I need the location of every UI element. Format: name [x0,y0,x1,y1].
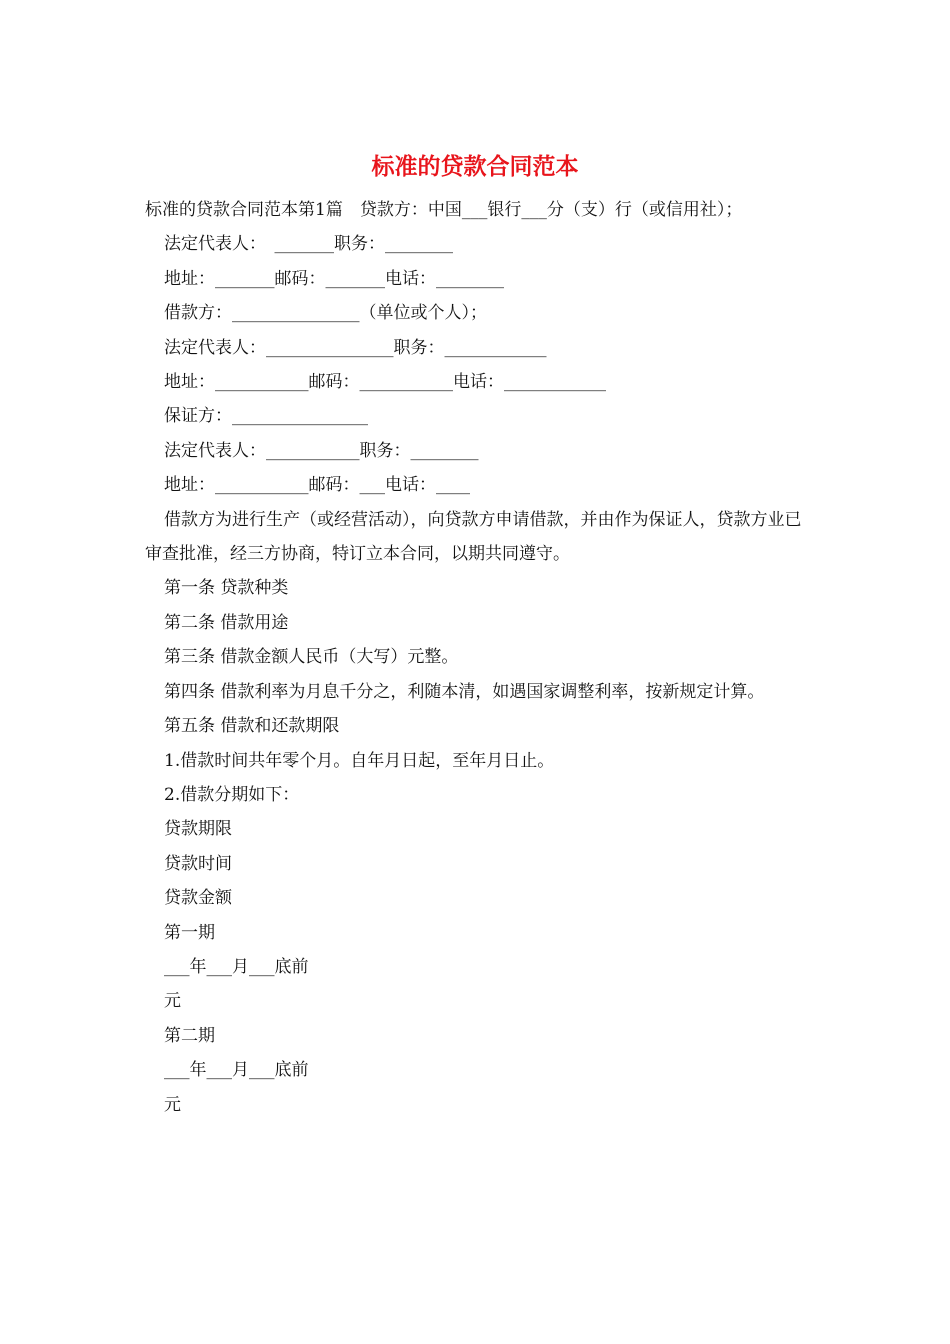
paragraph-guarantor: 保证方：________________ [164,406,368,427]
paragraph-loan-amount: 贷款金额 [164,888,232,909]
paragraph-lender-representative: 法定代表人： _______职务：________ [164,234,453,255]
paragraph-guarantor-representative: 法定代表人：___________职务：________ [164,440,479,461]
paragraph-article-1: 第一条 贷款种类 [164,578,289,599]
document-body [145,193,810,1122]
paragraph-loan-time: 1.借款时间共年零个月。自年月日起，至年月日止。 [164,750,555,771]
paragraph-intro: 标准的贷款合同范本第1篇 贷款方：中国___银行___分（支）行（或信用社）； [145,200,743,220]
paragraph-lender-address: 地址：_______邮码：_______电话：________ [164,268,504,289]
paragraph-period-1-amount: 元 [164,991,181,1012]
paragraph-loan-date: 贷款时间 [164,853,232,874]
paragraph-borrower-address: 地址：___________邮码：___________电话：____________ [164,372,606,393]
document-title: 标准的贷款合同范本 [371,153,579,180]
paragraph-installments: 2.借款分期如下： [164,784,300,805]
paragraph-loan-term: 贷款期限 [164,819,232,840]
paragraph-borrower-representative: 法定代表人：_______________职务：____________ [164,337,547,358]
paragraph-article-5: 第五条 借款和还款期限 [164,716,340,737]
paragraph-period-1: 第一期 [164,922,215,943]
paragraph-borrower: 借款方：_______________（单位或个人）； [164,303,487,324]
paragraph-period-2-amount: 元 [164,1094,181,1115]
paragraph-article-4: 第四条 借款利率为月息千分之，利随本清，如遇国家调整利率，按新规定计算。 [164,681,765,702]
paragraph-period-2: 第二期 [164,1025,215,1046]
paragraph-article-3: 第三条 借款金额人民币（大写）元整。 [164,647,459,668]
paragraph-period-2-date: ___年___月___底前 [164,1060,309,1081]
paragraph-preamble: 借款方为进行生产（或经营活动），向贷款方申请借款，并由作为保证人，贷款方业已审查批准，经三方协商，特订立本合同，以期共同遵守。 [145,509,802,565]
paragraph-article-2: 第二条 借款用途 [164,612,289,633]
paragraph-period-1-date: ___年___月___底前 [164,956,309,977]
paragraph-guarantor-address: 地址：___________邮码：___电话：____ [164,475,470,496]
